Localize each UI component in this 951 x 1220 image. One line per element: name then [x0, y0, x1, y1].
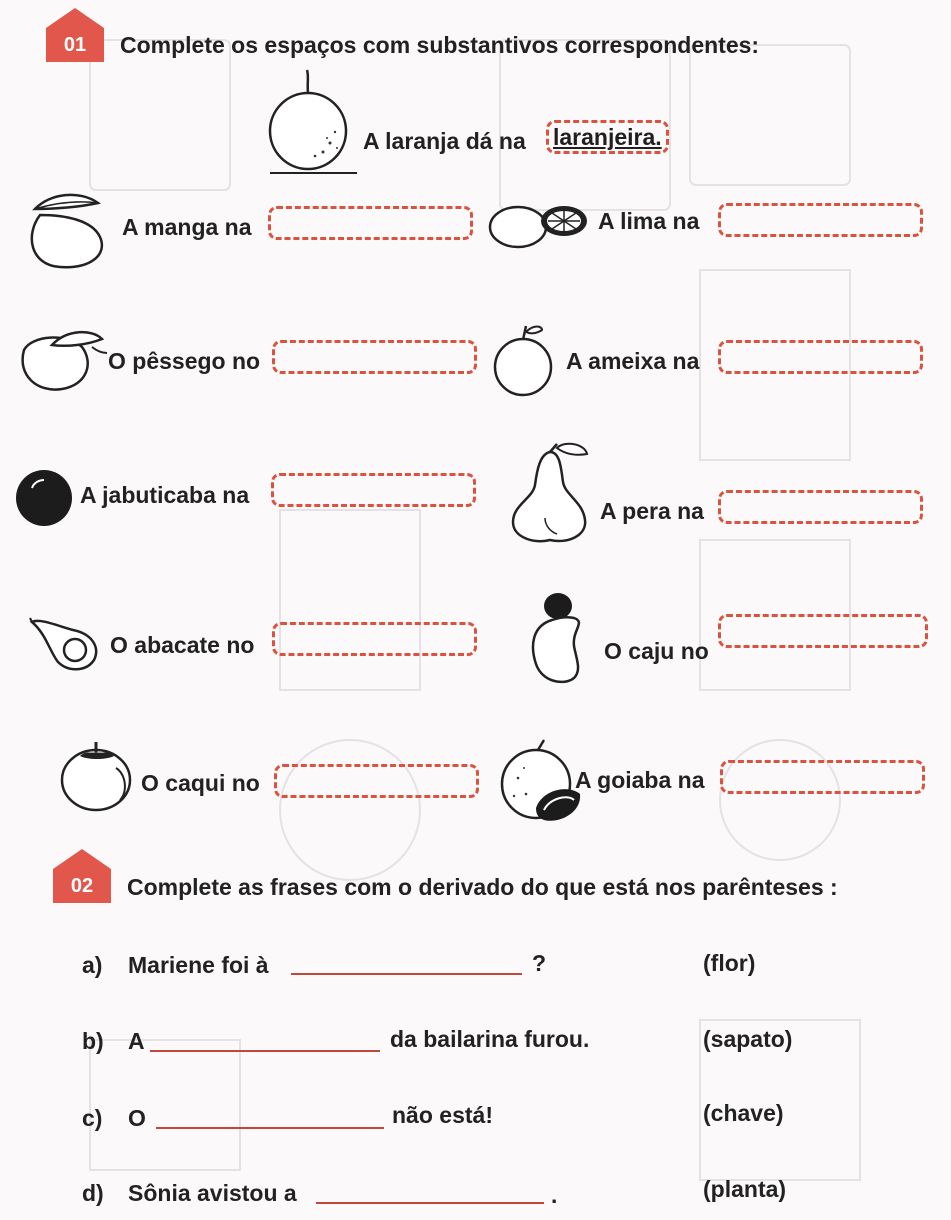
exercise-1-instruction: Complete os espaços com substantivos correspondentes: — [120, 32, 760, 58]
sentence-b-letter: b) — [82, 1028, 104, 1054]
sentence-c-blank[interactable] — [156, 1127, 384, 1129]
sentence-a-before: Mariene foi à — [128, 952, 269, 978]
lime-icon — [486, 197, 591, 252]
sentence-c-after: não está! — [392, 1102, 493, 1128]
plum-icon — [490, 322, 560, 397]
avocado-icon — [28, 612, 103, 674]
item-jabuticaba-text: A jabuticaba na — [80, 482, 250, 508]
sentence-b-blank[interactable] — [150, 1050, 380, 1052]
sentence-a-blank[interactable] — [291, 973, 522, 975]
answer-box-cashew[interactable] — [718, 614, 928, 648]
exercise-1-badge — [46, 28, 104, 62]
cashew-icon — [522, 588, 592, 688]
answer-box-jabuticaba[interactable] — [271, 473, 476, 507]
sentence-d-hint: (planta) — [703, 1176, 787, 1202]
sentence-d-letter: d) — [82, 1180, 104, 1206]
orange-icon — [265, 68, 360, 178]
answer-box-avocado[interactable] — [272, 622, 477, 656]
sentence-a-letter: a) — [82, 952, 103, 978]
exercise-1-number: 01 — [46, 28, 104, 62]
sentence-b-after: da bailarina furou. — [390, 1026, 590, 1052]
persimmon-icon — [58, 738, 138, 813]
answer-box-lime[interactable] — [718, 203, 923, 237]
answer-box-mango[interactable] — [268, 206, 473, 240]
answer-box-plum[interactable] — [718, 340, 923, 374]
item-cashew-text: O caju no — [604, 638, 709, 664]
sentence-d-after: . — [551, 1182, 558, 1208]
sentence-b-before: A — [128, 1028, 145, 1054]
pear-icon — [505, 440, 595, 545]
sentence-c-letter: c) — [82, 1105, 103, 1131]
sentence-d-before: Sônia avistou a — [128, 1180, 297, 1206]
answer-box-peach[interactable] — [272, 340, 477, 374]
item-lime-text: A lima na — [598, 208, 700, 234]
sentence-c-before: O — [128, 1105, 146, 1131]
example-answer: laranjeira. — [546, 120, 669, 154]
guava-icon — [496, 738, 586, 826]
sentence-c-hint: (chave) — [703, 1100, 784, 1126]
answer-box-persimmon[interactable] — [274, 764, 479, 798]
item-peach-text: O pêssego no — [108, 348, 261, 374]
item-persimmon-text: O caqui no — [141, 770, 260, 796]
peach-icon — [12, 325, 112, 395]
item-pear-text: A pera na — [600, 498, 704, 524]
sentence-a-hint: (flor) — [703, 950, 756, 976]
item-mango-text: A manga na — [122, 214, 252, 240]
exercise-2-badge — [53, 869, 111, 903]
example-text: A laranja dá na — [363, 128, 526, 154]
jabuticaba-icon — [14, 466, 76, 528]
sentence-b-hint: (sapato) — [703, 1026, 793, 1052]
sentence-a-after: ? — [532, 950, 547, 976]
mango-icon — [20, 185, 110, 275]
sentence-d-blank[interactable] — [316, 1202, 544, 1204]
item-avocado-text: O abacate no — [110, 632, 255, 658]
exercise-2-instruction: Complete as frases com o derivado do que está nos parênteses : — [127, 874, 838, 900]
item-plum-text: A ameixa na — [566, 348, 700, 374]
item-guava-text: A goiaba na — [575, 767, 705, 793]
exercise-2-number: 02 — [53, 869, 111, 903]
answer-box-guava[interactable] — [720, 760, 925, 794]
answer-box-pear[interactable] — [718, 490, 923, 524]
